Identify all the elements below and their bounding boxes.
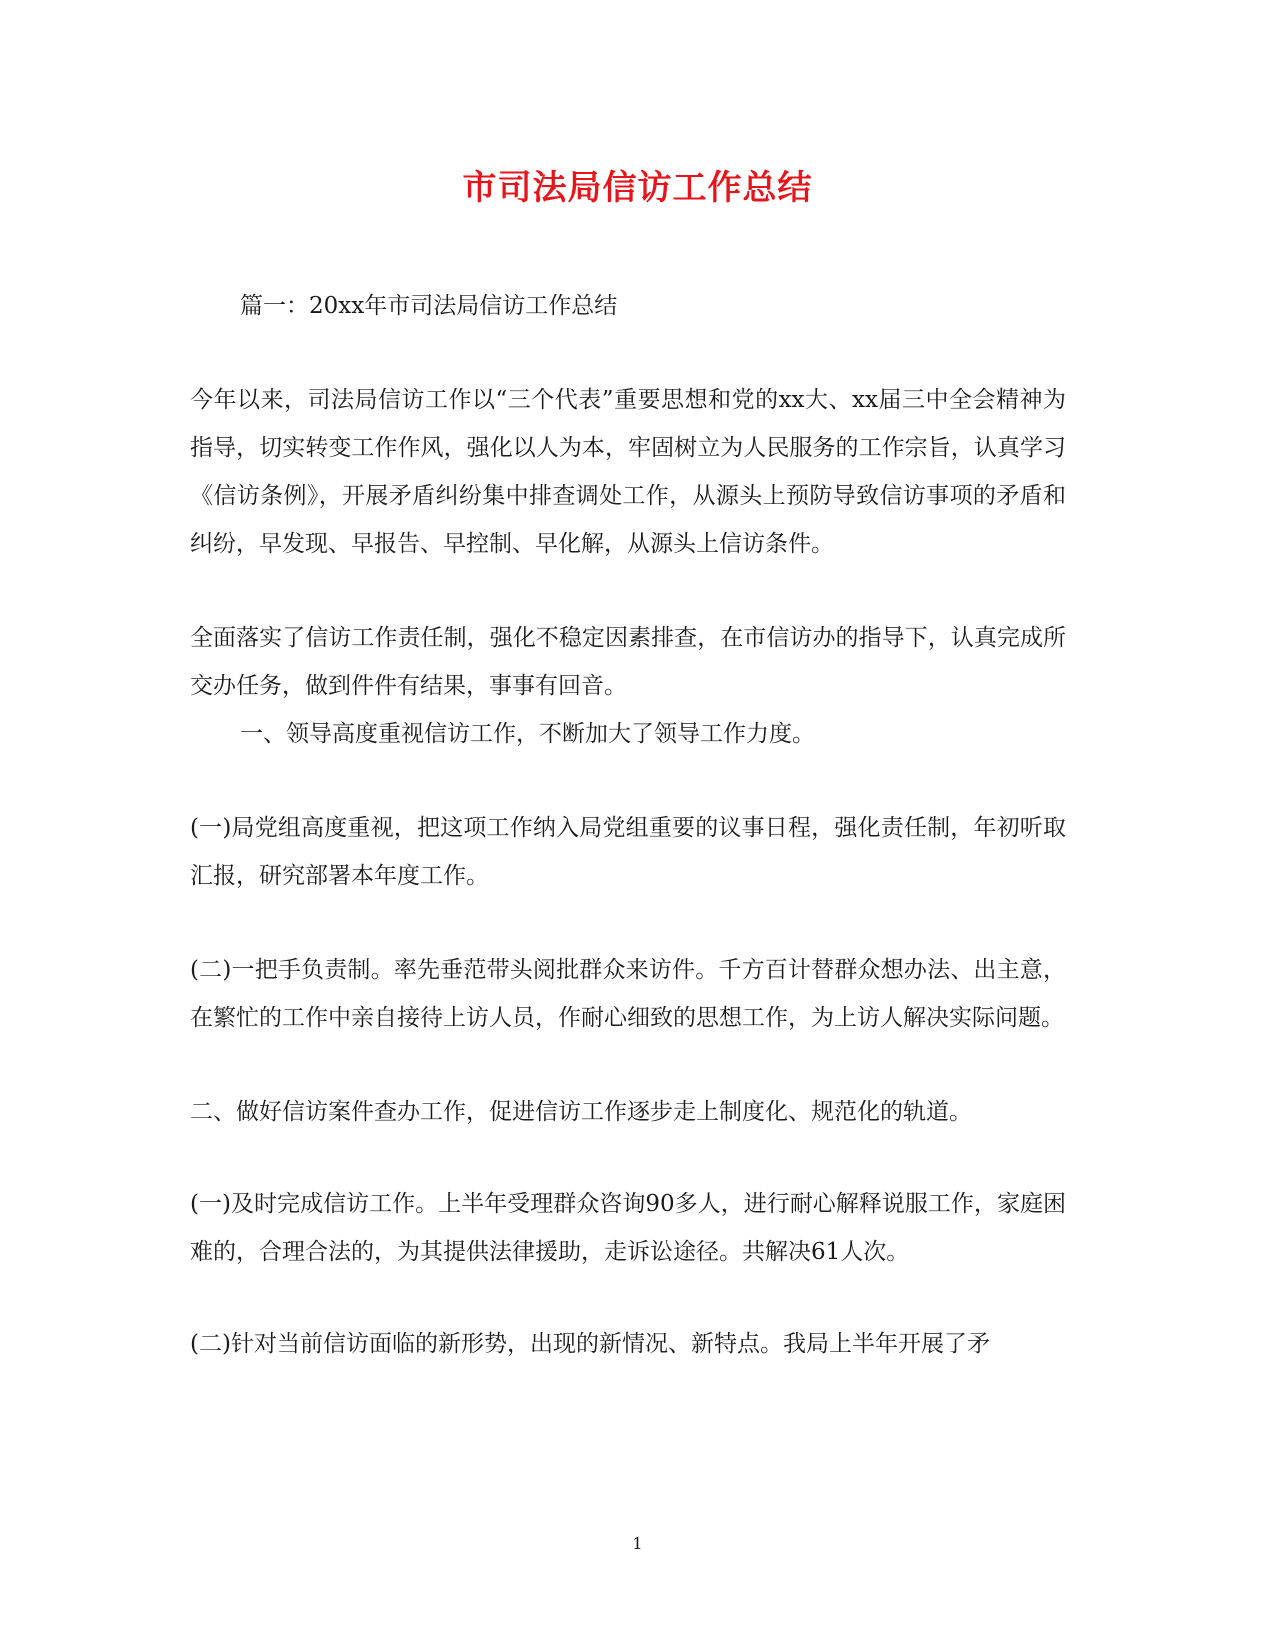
paragraph-section-1-heading: 一、领导高度重视信访工作，不断加大了领导工作力度。 [240, 721, 815, 747]
paragraph-section-2-item-1: (一)及时完成信访工作。上半年受理群众咨询90多人，进行耐心解释说服工作，家庭困难的，合理合法的，为其提供法律援助，走诉讼途径。共解决61人次。 [190, 1191, 1066, 1265]
paragraph-subtitle: 篇一：20xx年市司法局信访工作总结 [240, 293, 618, 319]
paragraph-section-1-item-2: (二)一把手负责制。率先垂范带头阅批群众来访件。千方百计替群众想办法、出主意，在繁忙的工作中亲自接待上访人员，作耐心细致的思想工作，为上访人解决实际问题。 [190, 957, 1066, 1031]
document-body [190, 282, 1066, 1368]
paragraph-section-2-item-2: (二)针对当前信访面临的新形势，出现的新情况、新特点。我局上半年开展了矛 [190, 1331, 990, 1357]
paragraph-intro: 今年以来，司法局信访工作以“三个代表”重要思想和党的xx大、xx届三中全会精神为指导，切实转变工作作风，强化以人为本，牢固树立为人民服务的工作宗旨，认真学习《信访条例》，开展矛盾纠纷集中排查调处工作，从源头上预防导致信访事项的矛盾和纠纷，早发现、早报告、早控制、早化解，从源头上信访条件。 [190, 387, 1066, 557]
document-title: 市司法局信访工作总结 [462, 168, 813, 208]
page-number: 1 [632, 1534, 643, 1553]
paragraph-section-1-item-1: (一)局党组高度重视，把这项工作纳入局党组重要的议事日程，强化责任制，年初听取汇报，研究部署本年度工作。 [190, 815, 1066, 889]
paragraph-section-2-heading: 二、做好信访案件查办工作，促进信访工作逐步走上制度化、规范化的轨道。 [190, 1099, 972, 1125]
paragraph-responsibility: 全面落实了信访工作责任制，强化不稳定因素排查，在市信访办的指导下，认真完成所交办任务，做到件件有结果，事事有回音。 [190, 625, 1066, 699]
